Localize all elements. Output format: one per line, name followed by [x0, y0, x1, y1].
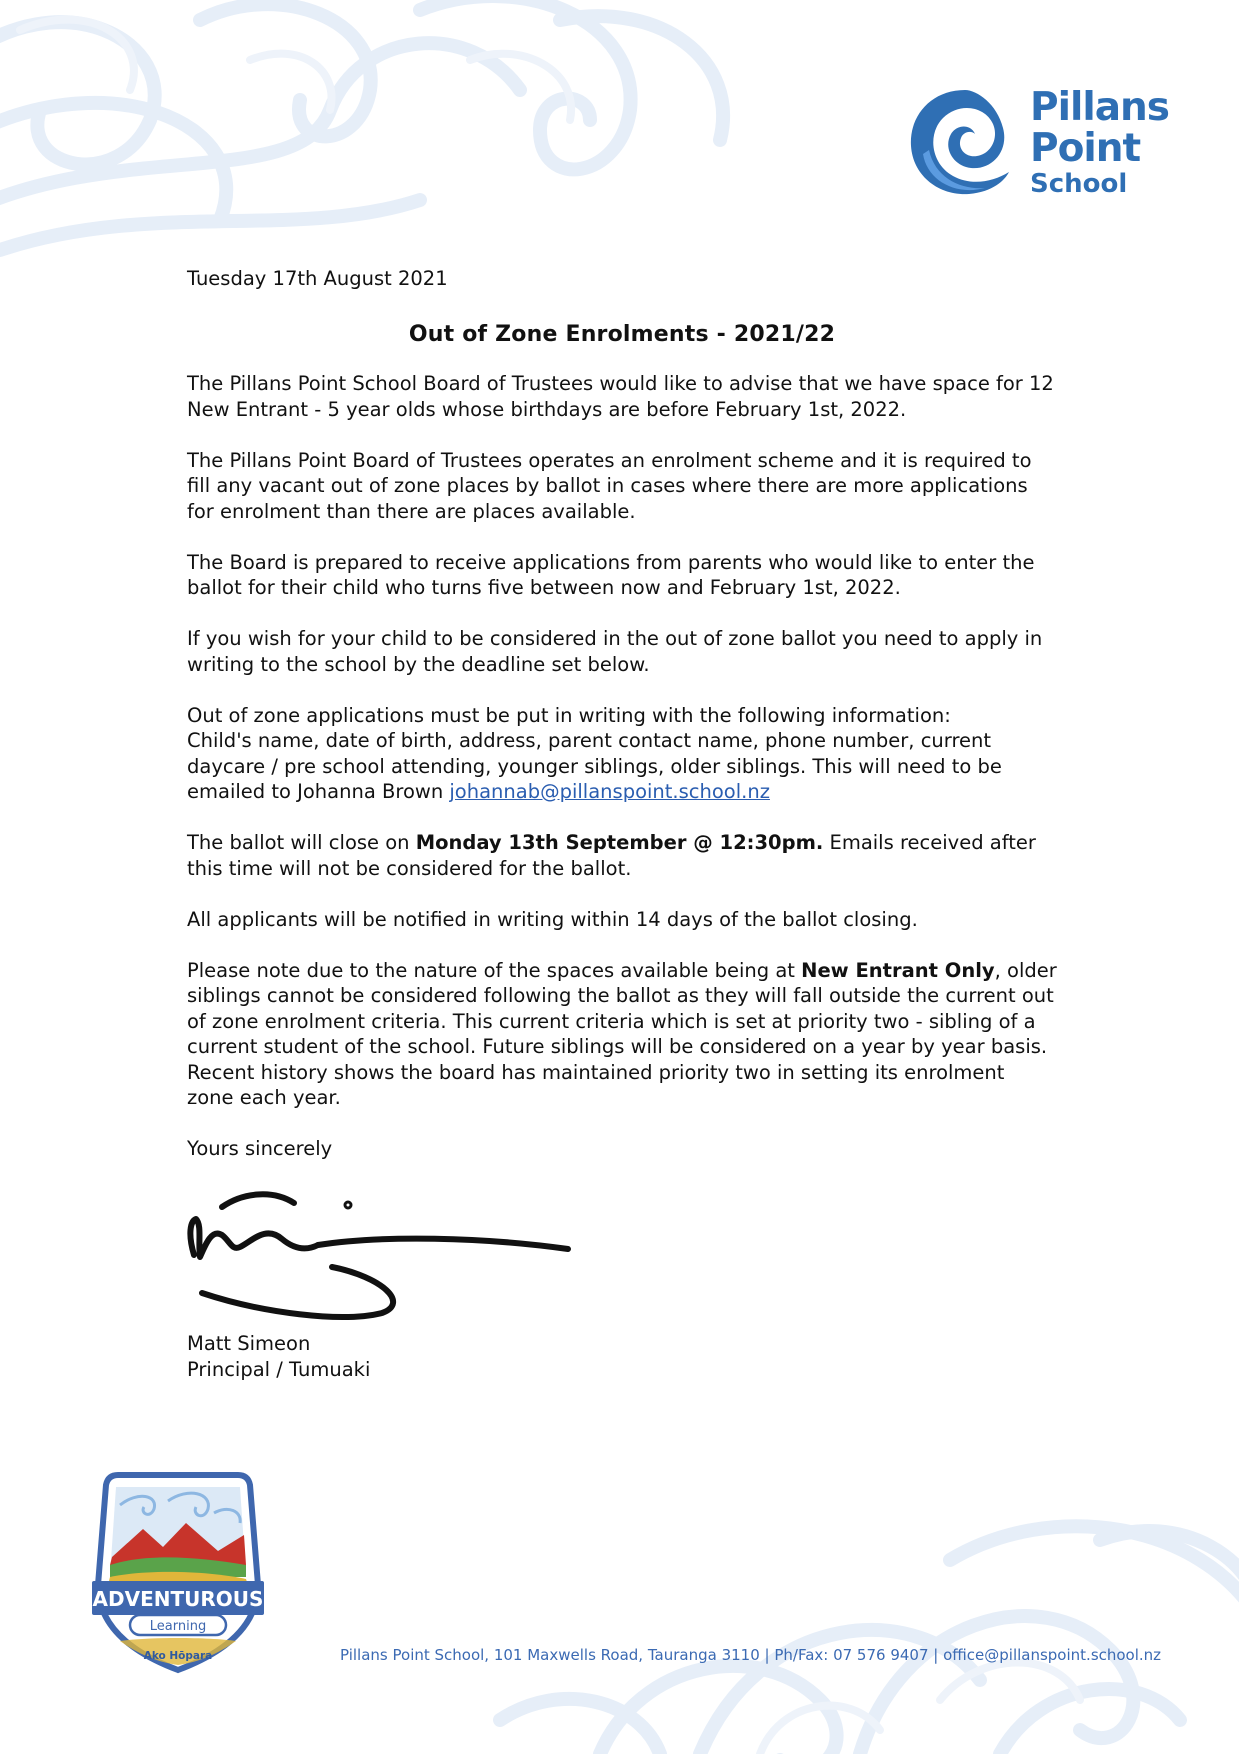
- paragraph-8-post: , older siblings cannot be considered following the ballot as they will fall outside the current out of zone enrolment criteria. This current criteria which is set at priority two - sibling of a current student of the school. Future siblings will be considered on a year by year basis. Recent history shows the board has maintained priority two in setting its enrolment zone each year.: [187, 958, 1057, 1109]
- letter-date: Tuesday 17th August 2021: [187, 267, 448, 290]
- new-entrant-emphasis: New Entrant Only: [801, 958, 995, 982]
- paragraph-5-line1: Out of zone applications must be put in writing with the following information:: [187, 703, 951, 727]
- letter-title: Out of Zone Enrolments - 2021/22: [408, 321, 836, 347]
- signer-block: [187, 1331, 370, 1382]
- signoff: Yours sincerely: [187, 1137, 333, 1160]
- logo-name-line1: Pillans: [1030, 85, 1169, 130]
- paragraph-6-post: Emails received after this time will not be considered for the ballot.: [187, 831, 1036, 880]
- letter-body: [187, 266, 1057, 1162]
- paragraph-8: [187, 958, 1057, 1111]
- handwritten-signature: [182, 1185, 582, 1335]
- paragraph-6-pre: The ballot will close on: [187, 831, 410, 854]
- paragraph-7: All applicants will be notified in writing within 14 days of the ballot closing.: [187, 907, 918, 931]
- adventurous-learning-badge: [88, 1465, 268, 1680]
- badge-line1: ADVENTUROUS: [92, 1587, 264, 1611]
- ballot-deadline: Monday 13th September @ 12:30pm.: [415, 831, 824, 854]
- paragraph-3: The Board is prepared to receive applications from parents who would like to enter the ballot for their child who turns five between now and February 1st, 2022.: [187, 550, 1035, 599]
- paragraph-2: The Pillans Point Board of Trustees operates an enrolment scheme and it is required to fill any vacant out of zone places by ballot in cases where there are more applications for enrolment than there are places available.: [187, 448, 1032, 523]
- paragraph-8-pre: Please note due to the nature of the spaces available being at: [187, 958, 795, 982]
- logo-name-line3: School: [1030, 169, 1128, 199]
- signer-name: Matt Simeon: [187, 1332, 311, 1355]
- footer-address: Pillans Point School, 101 Maxwells Road, Tauranga 3110 | Ph/Fax: 07 576 9407 | office@pillanspoint.school.nz: [340, 1646, 1162, 1664]
- paragraph-5-text: Child's name, date of birth, address, parent contact name, phone number, current daycare / pre school attending, younger siblings, older siblings. This will need to be emailed to Johanna Brown: [187, 729, 1002, 803]
- signer-title: Principal / Tumuaki: [187, 1357, 371, 1381]
- paragraph-1: The Pillans Point School Board of Trustees would like to advise that we have space for 12 New Entrant - 5 year olds whose birthdays are before February 1st, 2022.: [187, 372, 1054, 421]
- badge-motto: Ako Hōpara: [143, 1650, 213, 1662]
- wave-swirl-icon: [905, 84, 1025, 199]
- school-logo-text: [1030, 85, 1169, 199]
- paragraph-6: [187, 830, 1057, 881]
- contact-email-link[interactable]: johannab@pillanspoint.school.nz: [449, 780, 770, 803]
- badge-line2: Learning: [149, 1619, 207, 1634]
- paragraph-4: If you wish for your child to be considered in the out of zone ballot you need to apply in writing to the school by the deadline set below.: [187, 627, 1043, 676]
- logo-name-line2: Point: [1030, 126, 1141, 171]
- school-logo: [905, 84, 1169, 204]
- paragraph-5: [187, 703, 1057, 805]
